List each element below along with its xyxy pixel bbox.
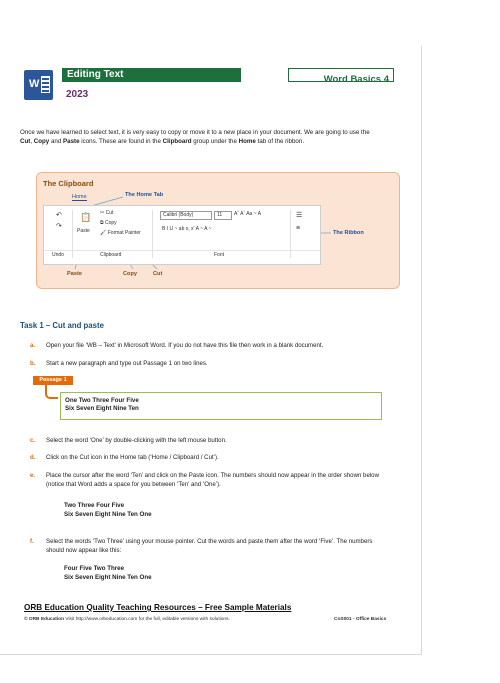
word-logo-icon: W [24, 70, 53, 100]
task-item-c: c. Select the word ‘One’ by double-clicking with the left mouse button. [30, 437, 227, 444]
font-size-select[interactable]: 11 [214, 211, 232, 220]
passage-box [60, 392, 382, 420]
year-label: 2023 [66, 89, 89, 100]
copy-callout: Copy [123, 271, 137, 277]
group-undo: Undo [52, 252, 64, 258]
footer-text: © ORB Education Visit http://www.orbeducation.com for the full, editable versions with solutions. [24, 617, 230, 622]
clipboard-title: The Clipboard [43, 179, 94, 188]
task-item-e: e. Place the cursor after the word ‘Ten’ and click on the Paste icon. The numbers should now appear in the order shown below (notice that Word adds a space for you between ‘Ten’ and ‘One’). [30, 472, 379, 488]
output-f-line: Four Five Two Three [64, 565, 125, 572]
clipboard-diagram [36, 172, 400, 289]
paste-icon[interactable]: 📋 [80, 212, 92, 222]
cut-callout: Cut [153, 271, 163, 277]
format-buttons[interactable]: B I U ~ ab x, x' A ~ A ~ [162, 226, 212, 232]
task-item-a: a. Open your file ‘WB – Text’ in Microsoft Word. If you do not have this file then work in a blank document. [30, 342, 324, 349]
bullets-icon[interactable]: ☰ [296, 212, 303, 219]
redo-icon[interactable]: ↷ [56, 223, 62, 230]
output-e-line: Six Seven Eight Nine Ten One [64, 511, 152, 518]
group-clipboard: Clipboard [100, 252, 122, 258]
tab-home[interactable]: Home [72, 194, 87, 200]
intro-paragraph: Once we have learned to select text, it is very easy to copy or move it to a new place in your document. We are going to use the Cut, Copy and Paste icons. These are found in the Clipboard group under the Home tab of the ribbon. [20, 129, 370, 145]
task-item-d: d. Click on the Cut icon in the Home tab (‘Home / Clipboard / Cut’). [30, 454, 219, 461]
undo-icon[interactable]: ↶ [56, 212, 62, 219]
footer-title: ORB Education Quality Teaching Resources – Free Sample Materials [24, 603, 292, 612]
group-font: Font [214, 252, 225, 258]
page-title: Editing Text [67, 69, 124, 80]
series-badge: Word Basics 4 [288, 68, 394, 82]
task-item-b: b. Start a new paragraph and type out Passage 1 on two lines. [30, 360, 208, 367]
paste-label: Paste [77, 228, 90, 234]
paste-callout: Paste [67, 271, 82, 277]
output-f-line: Six Seven Eight Nine Ten One [64, 574, 152, 581]
align-icon[interactable]: ≡ [296, 225, 301, 232]
font-name-select[interactable]: Calibri (Body) [160, 211, 212, 220]
ribbon-callout: The Ribbon [333, 230, 364, 236]
passage-tag: Passage 1 [33, 376, 73, 385]
home-tab-callout: The Home Tab [125, 192, 164, 198]
font-size-buttons[interactable]: Aˆ Aˇ Aa ~ A [234, 211, 262, 217]
task-heading: Task 1 – Cut and paste [20, 321, 104, 330]
title-bar [62, 68, 241, 82]
passage-line: One Two Three Four Five [65, 397, 139, 404]
cut-button[interactable]: ✂ Cut [100, 210, 114, 216]
footer-code: CoS001 - Office Basics [334, 617, 387, 622]
format-painter-button[interactable]: 🖌 Format Painter [100, 230, 141, 236]
copy-button[interactable]: ⧉ Copy [100, 220, 117, 226]
output-e-line: Two Three Four Five [64, 502, 125, 509]
passage-line: Six Seven Eight Nine Ten [65, 405, 139, 412]
task-item-f: f. Select the words ‘Two Three’ using your mouse pointer. Cut the words and paste them after the word ‘Five’. The numbers should now appear like this: [30, 538, 373, 554]
